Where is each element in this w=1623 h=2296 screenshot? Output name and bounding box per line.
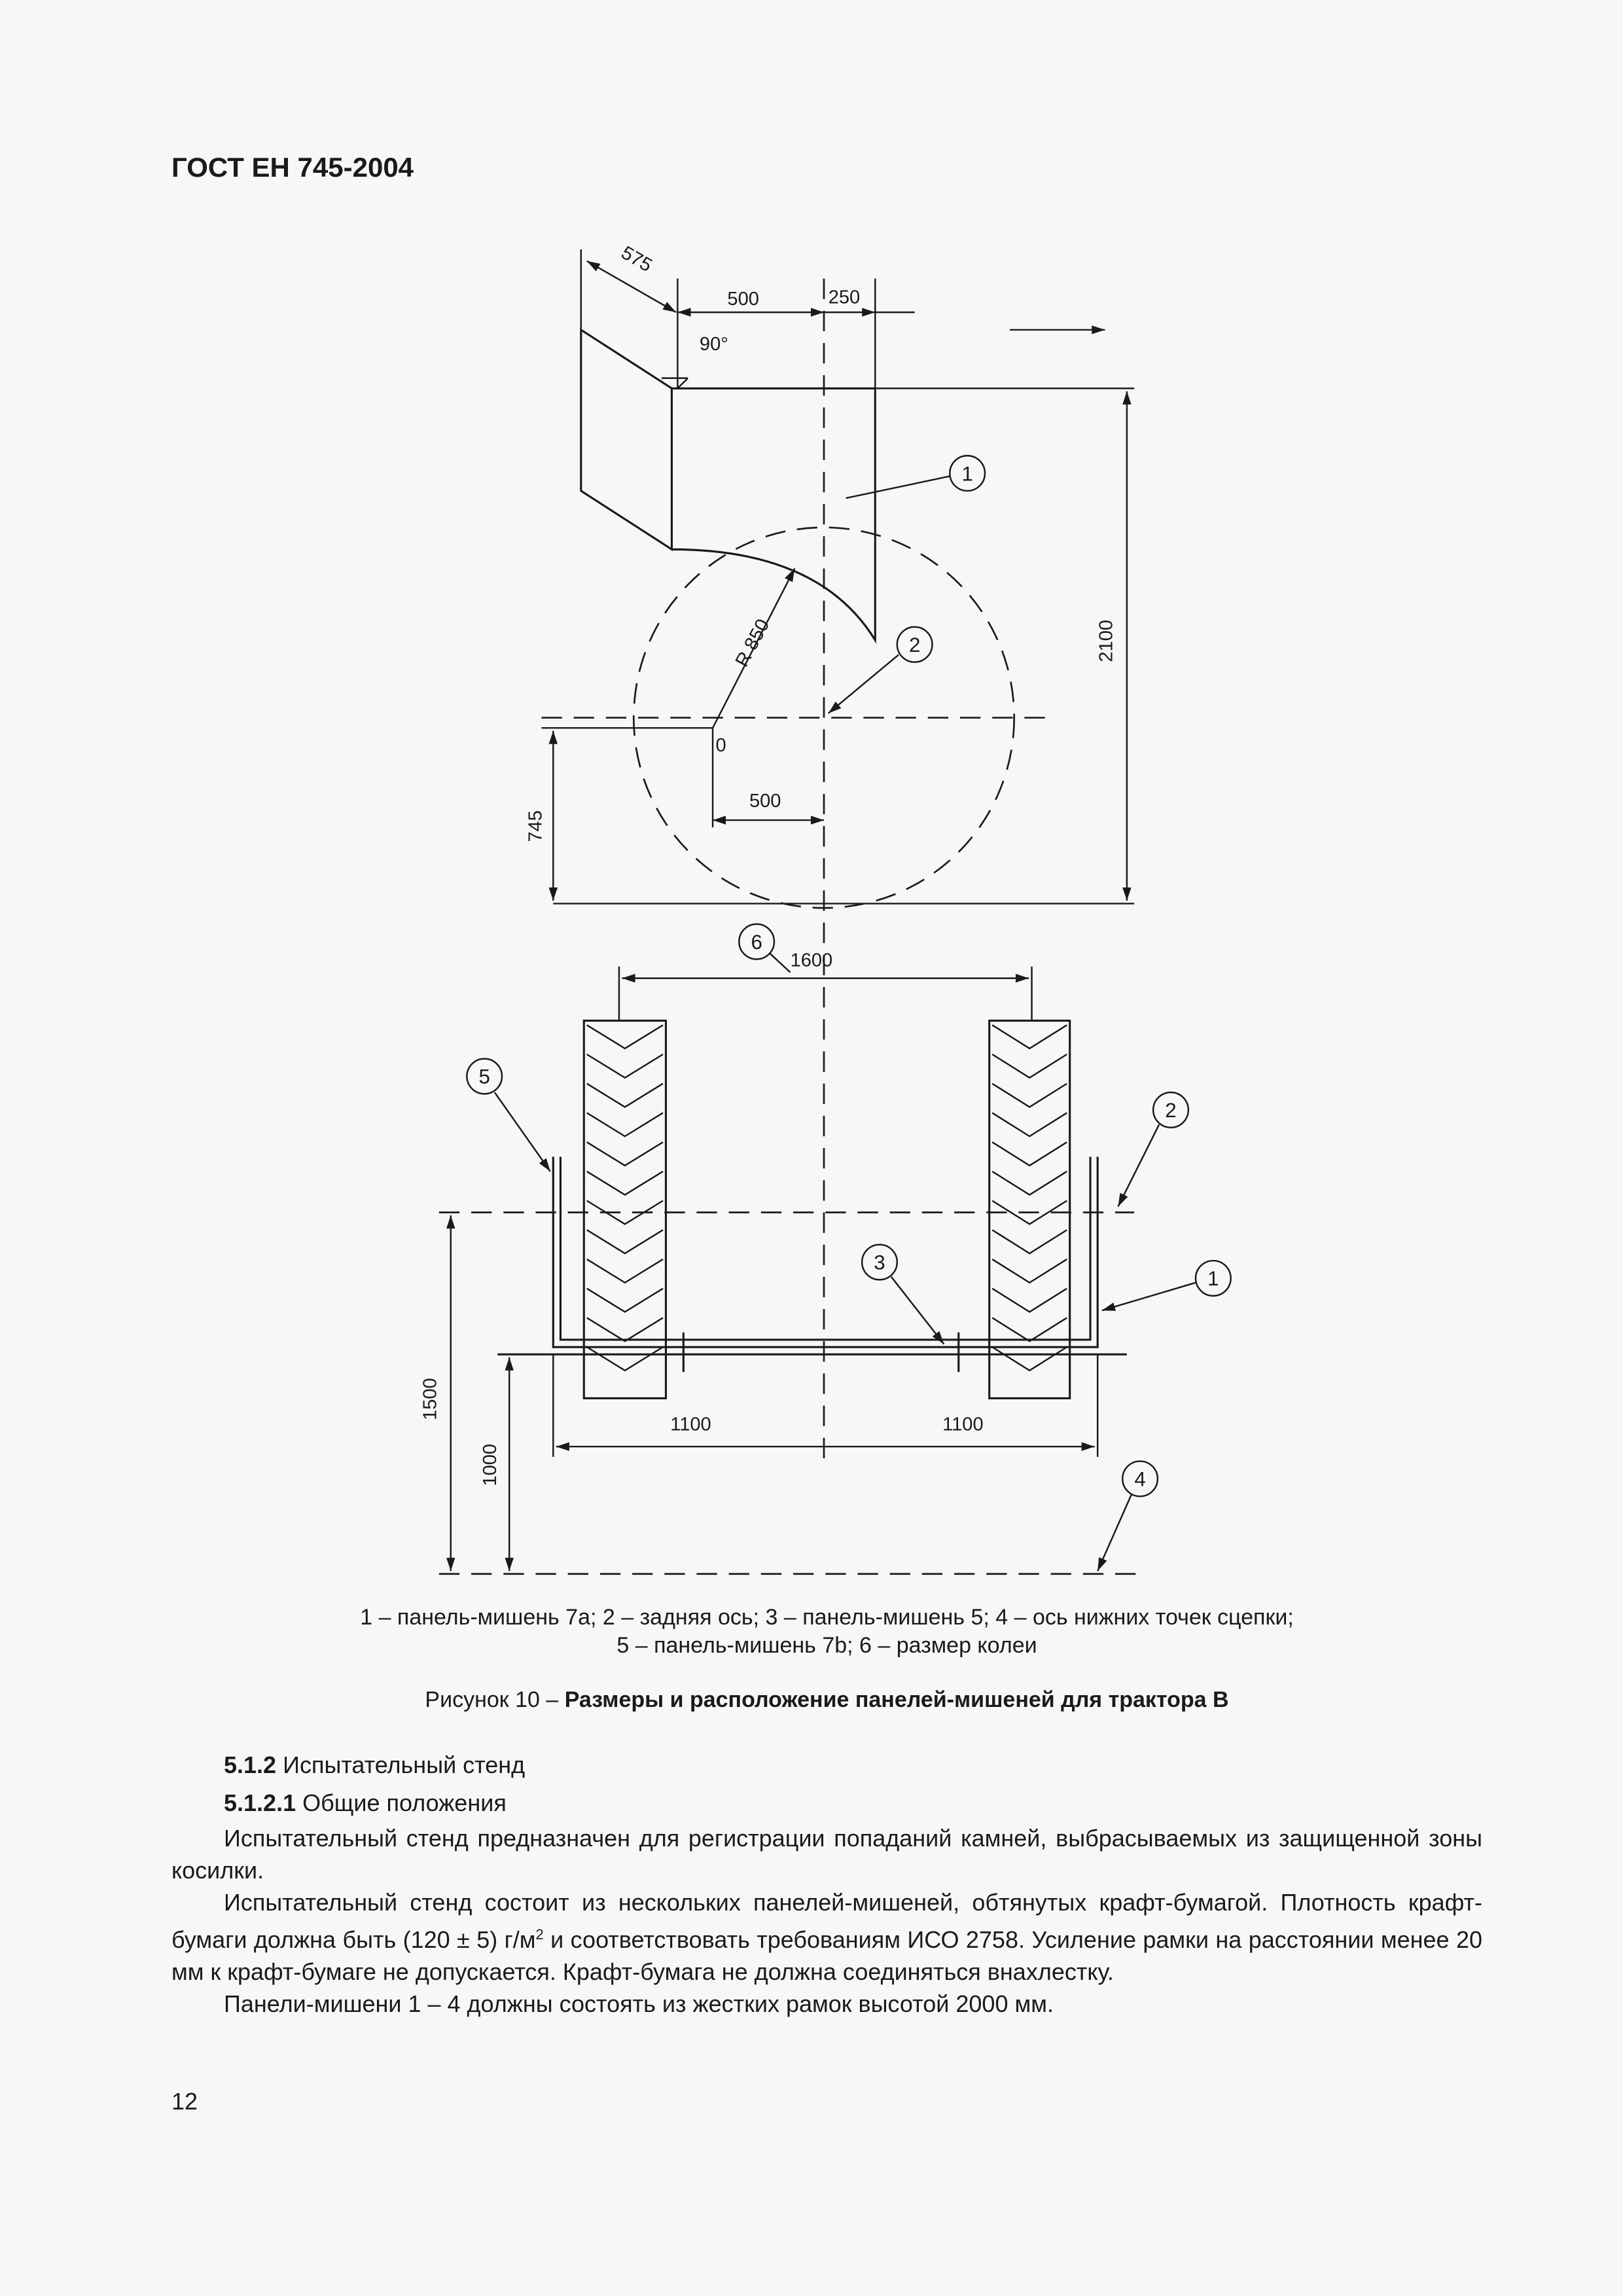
tread-chevron (992, 1230, 1067, 1253)
tread-chevron (587, 1347, 663, 1371)
front-panel (671, 388, 875, 640)
dim-2100: 2100 (1096, 619, 1117, 662)
dim-575: 575 (617, 242, 656, 277)
side-panel (581, 330, 672, 549)
figure-legend-line-2: 5 – панель-мишень 7b; 6 – размер колеи (616, 1633, 1037, 1658)
tread-chevron (587, 1259, 663, 1283)
superscript: 2 (535, 1926, 544, 1943)
tread-chevron (992, 1025, 1067, 1049)
tread-chevron (992, 1084, 1067, 1107)
tread-chevron (992, 1054, 1067, 1078)
tread-chevron (992, 1113, 1067, 1136)
wheel-treads (587, 1025, 1067, 1371)
figure-caption (171, 1687, 1482, 1713)
tread-chevron (587, 1289, 663, 1312)
figure-caption-prefix: Рисунок 10 – (425, 1687, 565, 1712)
paragraph-2-text-a: Испытательный стенд состоит из нескольких панелей-мишеней, обтянутых крафт-бумагой. Плотность крафт-бумаги должна быть (120 ± 5) г/м (171, 1889, 1482, 1953)
origin-label: 0 (715, 734, 726, 756)
paragraph-3: Панели-мишени 1 – 4 должны состоять из жестких рамок высотой 2000 мм. (224, 1990, 1054, 2017)
dim-1500: 1500 (419, 1378, 441, 1420)
tread-chevron (992, 1289, 1067, 1312)
callout-6: 6 (751, 930, 762, 954)
section-number: 5.1.2.1 (224, 1789, 296, 1816)
dim-1000: 1000 (480, 1443, 501, 1486)
tread-chevron (587, 1318, 663, 1341)
tread-chevron (587, 1230, 663, 1253)
dim-500-top: 500 (727, 288, 759, 310)
tread-chevron (992, 1142, 1067, 1166)
callout-3: 3 (874, 1251, 885, 1274)
tread-chevron (992, 1259, 1067, 1283)
callout-1: 1 (1207, 1267, 1219, 1291)
page-number: 12 (171, 2088, 198, 2115)
callout-2-top: 2 (908, 633, 921, 656)
tread-chevron (587, 1025, 663, 1049)
angle-90: 90° (699, 334, 728, 355)
tread-chevron (587, 1084, 663, 1107)
dim-1100-left: 1100 (670, 1414, 711, 1435)
tread-chevron (587, 1113, 663, 1136)
paragraph-2-text-b: и соответствовать требованиям ИСО 2758. Усиление рамки на расстоянии менее 20 мм к крафт-бумаге не допускается. Крафт-бумага не должна соединяться внахлестку. (171, 1926, 1482, 1985)
radius-label: R 850 (731, 615, 774, 671)
callout-4: 4 (1134, 1467, 1146, 1491)
callout-5: 5 (478, 1065, 490, 1088)
tread-chevron (992, 1318, 1067, 1341)
section-title: Испытательный стенд (276, 1751, 526, 1778)
tread-chevron (992, 1347, 1067, 1371)
dim-1100-right: 1100 (942, 1414, 984, 1435)
callout-2: 2 (1165, 1099, 1177, 1122)
top-view (525, 242, 1134, 1464)
paragraph-2 (171, 1886, 1482, 1988)
tread-chevron (587, 1172, 663, 1195)
section-5-1-2-1 (171, 1784, 1482, 1822)
tread-chevron (992, 1172, 1067, 1195)
figure-legend-line-1: 1 – панель-мишень 7а; 2 – задняя ось; 3 – панель-мишень 5; 4 – ось нижних точек сцепки; (360, 1605, 1294, 1630)
dim-745: 745 (525, 810, 546, 842)
section-5-1-2 (171, 1746, 1482, 1784)
section-title: Общие положения (296, 1789, 507, 1816)
section-number: 5.1.2 (224, 1751, 277, 1778)
tread-chevron (587, 1054, 663, 1078)
document-body (171, 1746, 1482, 2020)
paragraph-1: Испытательный стенд предназначен для регистрации попаданий камней, выбрасываемых из защищенной зоны косилки. (171, 1825, 1482, 1884)
tread-chevron (587, 1142, 663, 1166)
callout-1-top: 1 (961, 462, 973, 486)
rear-view (419, 924, 1230, 1574)
figure-caption-title: Размеры и расположение панелей-мишеней для трактора В (564, 1687, 1229, 1712)
document-header: ГОСТ ЕН 745-2004 (171, 152, 414, 183)
target-frame (553, 1157, 1097, 1347)
dim-250: 250 (828, 287, 861, 308)
dim-500-mid: 500 (749, 790, 781, 812)
dim-1600: 1600 (790, 950, 833, 971)
